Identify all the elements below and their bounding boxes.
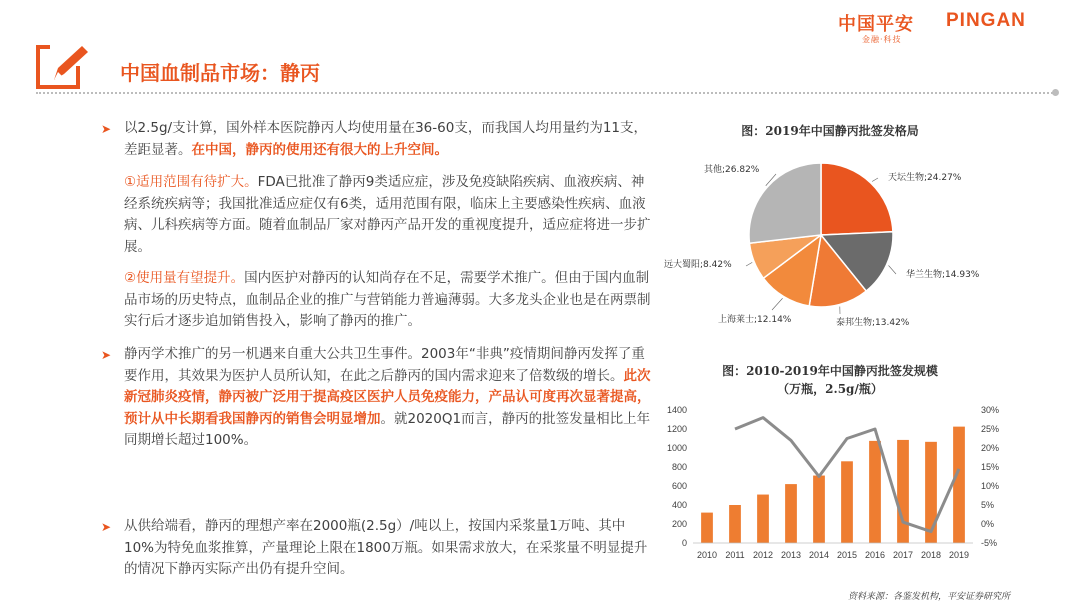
paragraph-supply: 从供给端看，静丙的理想产率在2000瓶(2.5g）/吨以上，按国内采浆量1万吨、其中10%为特免血浆推算，产量理论上限在1800万瓶。如果需求放大，在采浆量不明显提升的情况下静丙实际产出仍有提升空间。 (124, 518, 648, 577)
bar-2016 (869, 441, 881, 543)
x-tick-label: 2011 (725, 550, 745, 560)
x-tick-label: 2019 (948, 550, 970, 560)
bullet-arrow-icon: ➤ (101, 122, 112, 136)
paragraph-usage-growth (124, 268, 654, 333)
p4-tail: 。就2020Q1而言，静丙的批签发量相比上年同期增长超过100%。 (124, 410, 651, 448)
p3-text: 国内医护对静丙的认知尚存在不足，需要学术推广。但由于国内血制品市场的历史特点，血制品企业的推广与营销能力普遍薄弱。大多龙头企业也是在两票制实行后才逐步追加销售投入，影响了静丙的推广。 (124, 270, 651, 329)
y-right-tick-label: 15% (981, 462, 1000, 472)
title-divider (36, 92, 1056, 94)
paragraph-usage-gap (124, 118, 654, 161)
y-left-tick-label: 600 (671, 481, 687, 491)
pie-slice-5 (749, 163, 821, 243)
bar-2013 (785, 484, 797, 543)
bar-2011 (729, 505, 741, 543)
x-tick-label: 2016 (864, 550, 886, 560)
pie-label-0: 天坛生物;24.27% (888, 173, 962, 183)
bullet-arrow-icon: ➤ (101, 348, 112, 362)
bar-2018 (925, 442, 937, 543)
y-left-tick-label: 0 (681, 538, 687, 548)
y-right-tick-label: 30% (981, 405, 1000, 415)
bar-2010 (701, 513, 713, 543)
pie-leader-line-1 (888, 265, 896, 274)
p1-text: 以2.5g/支计算，国外样本医院静丙人均使用量在36-60支，而我国人均用量约为11支，差距显著。 (124, 120, 647, 158)
y-right-tick-label: 25% (981, 424, 1000, 434)
x-tick-label: 2018 (920, 550, 942, 560)
pingan-logo-en: PINGAN (946, 10, 1026, 31)
pie-label-3: 上海莱士;12.14% (718, 315, 792, 325)
p2-heading: ①适用范围有待扩大。 (124, 174, 258, 190)
y-right-tick-label: -5% (981, 538, 998, 548)
x-tick-label: 2015 (836, 550, 858, 560)
p3-heading: ②使用量有望提升。 (124, 270, 245, 286)
pie-label-2: 泰邦生物;13.42% (836, 318, 910, 328)
bar-2014 (813, 476, 825, 543)
pie-slice-0 (821, 163, 893, 235)
divider-end-dot (1052, 89, 1059, 96)
bar-2012 (757, 495, 769, 543)
y-right-tick-label: 0% (981, 519, 995, 529)
pingan-logo-tagline: 金融·科技 (862, 35, 902, 44)
p4-text: 静丙学术推广的另一机遇来自重大公共卫生事件。2003年“非典”疫情期间静丙发挥了重要作用，其效果为医护人员所认知，在此之后静丙的国内需求迎来了倍数级的增长。 (124, 346, 645, 384)
p1-highlight: 在中国，静丙的使用还有很大的上升空间。 (191, 141, 448, 158)
bar-2019 (953, 427, 965, 543)
pie-leader-line-3 (772, 298, 783, 310)
x-tick-label: 2010 (696, 550, 718, 560)
p4-highlight: 此次新冠肺炎疫情，静丙被广泛用于提高疫区医护人员免疫能力，产品认可度再次显著提高，预计从中长期看我国静丙的销售会明显增加 (124, 367, 651, 427)
pencil-edit-icon (36, 44, 90, 90)
x-tick-label: 2013 (780, 550, 802, 560)
y-right-tick-label: 10% (981, 481, 1000, 491)
bullet-arrow-icon: ➤ (101, 520, 112, 534)
bar-2017 (897, 440, 909, 543)
bar-chart-title: 图：2010-2019年中国静丙批签发规模 (722, 364, 938, 378)
bar-2015 (841, 461, 853, 543)
pie-label-4: 远大蜀阳;8.42% (664, 260, 732, 270)
y-left-tick-label: 1400 (666, 405, 687, 415)
x-tick-label: 2014 (808, 550, 830, 560)
y-left-tick-label: 1000 (666, 443, 687, 453)
paragraph-public-health (124, 344, 654, 452)
x-tick-label: 2012 (752, 550, 774, 560)
y-right-tick-label: 20% (981, 443, 1000, 453)
page-title: 中国血制品市场：静丙 (120, 61, 320, 85)
pingan-logo-cn: 中国平安 (838, 14, 914, 35)
source-note: 资料来源：各鉴发机构，平安证券研究所 (848, 592, 1011, 602)
bar-chart-subtitle: （万瓶，2.5g/瓶） (777, 382, 883, 396)
p2-text: FDA已批准了静丙9类适应症，涉及免疫缺陷疾病、血液疾病、神经系统疾病等；我国批准适应症仅有6类，适用范围有限，临床上主要感染性疾病、血液病、儿科疾病等方面。随着血制品厂家对静丙产品开发的重视度提升，适应症将进一步扩展。 (124, 174, 651, 255)
pie-leader-line-4 (746, 262, 752, 266)
bar-line-chart (655, 398, 1015, 570)
y-left-tick-label: 200 (671, 519, 687, 529)
y-left-tick-label: 400 (671, 500, 687, 510)
x-tick-label: 2017 (892, 550, 914, 560)
pie-chart-title: 图：2019年中国静丙批签发格局 (741, 124, 919, 138)
y-right-tick-label: 5% (981, 500, 995, 510)
paragraph-indications (124, 172, 654, 258)
pie-leader-line-0 (872, 178, 878, 181)
pie-label-1: 华兰生物;14.93% (906, 270, 980, 280)
y-left-tick-label: 800 (671, 462, 687, 472)
pie-chart (660, 140, 1040, 340)
y-left-tick-label: 1200 (666, 424, 687, 434)
pie-label-5: 其他;26.82% (704, 165, 760, 175)
